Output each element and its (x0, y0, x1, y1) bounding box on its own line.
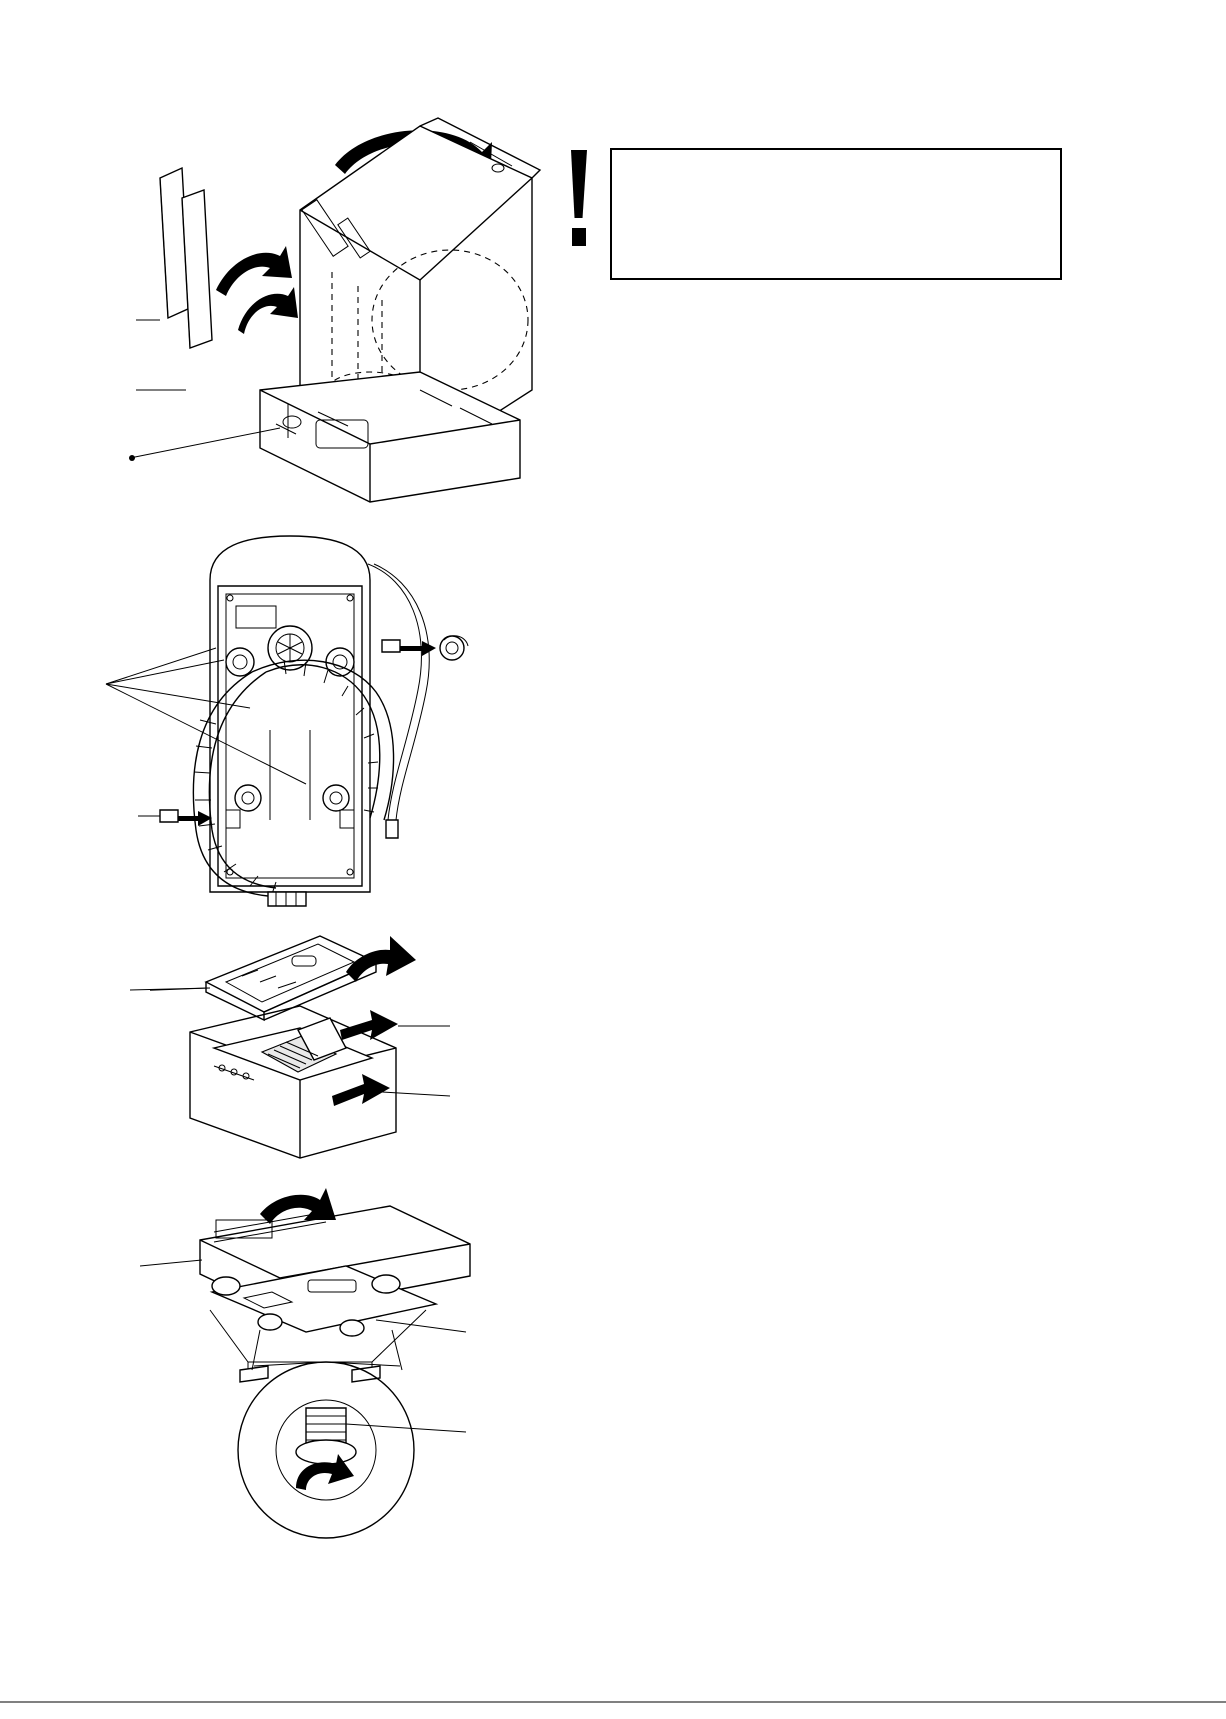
figure-lid-drum-leader (130, 980, 210, 1000)
warning-box (610, 148, 1062, 280)
figure-transit-bars (120, 90, 580, 520)
figure-lid-drum (150, 920, 470, 1170)
figure-rear-panel (100, 520, 520, 920)
page-bottom-rule (0, 1700, 1226, 1704)
figure-levelling-feet (140, 1180, 520, 1580)
